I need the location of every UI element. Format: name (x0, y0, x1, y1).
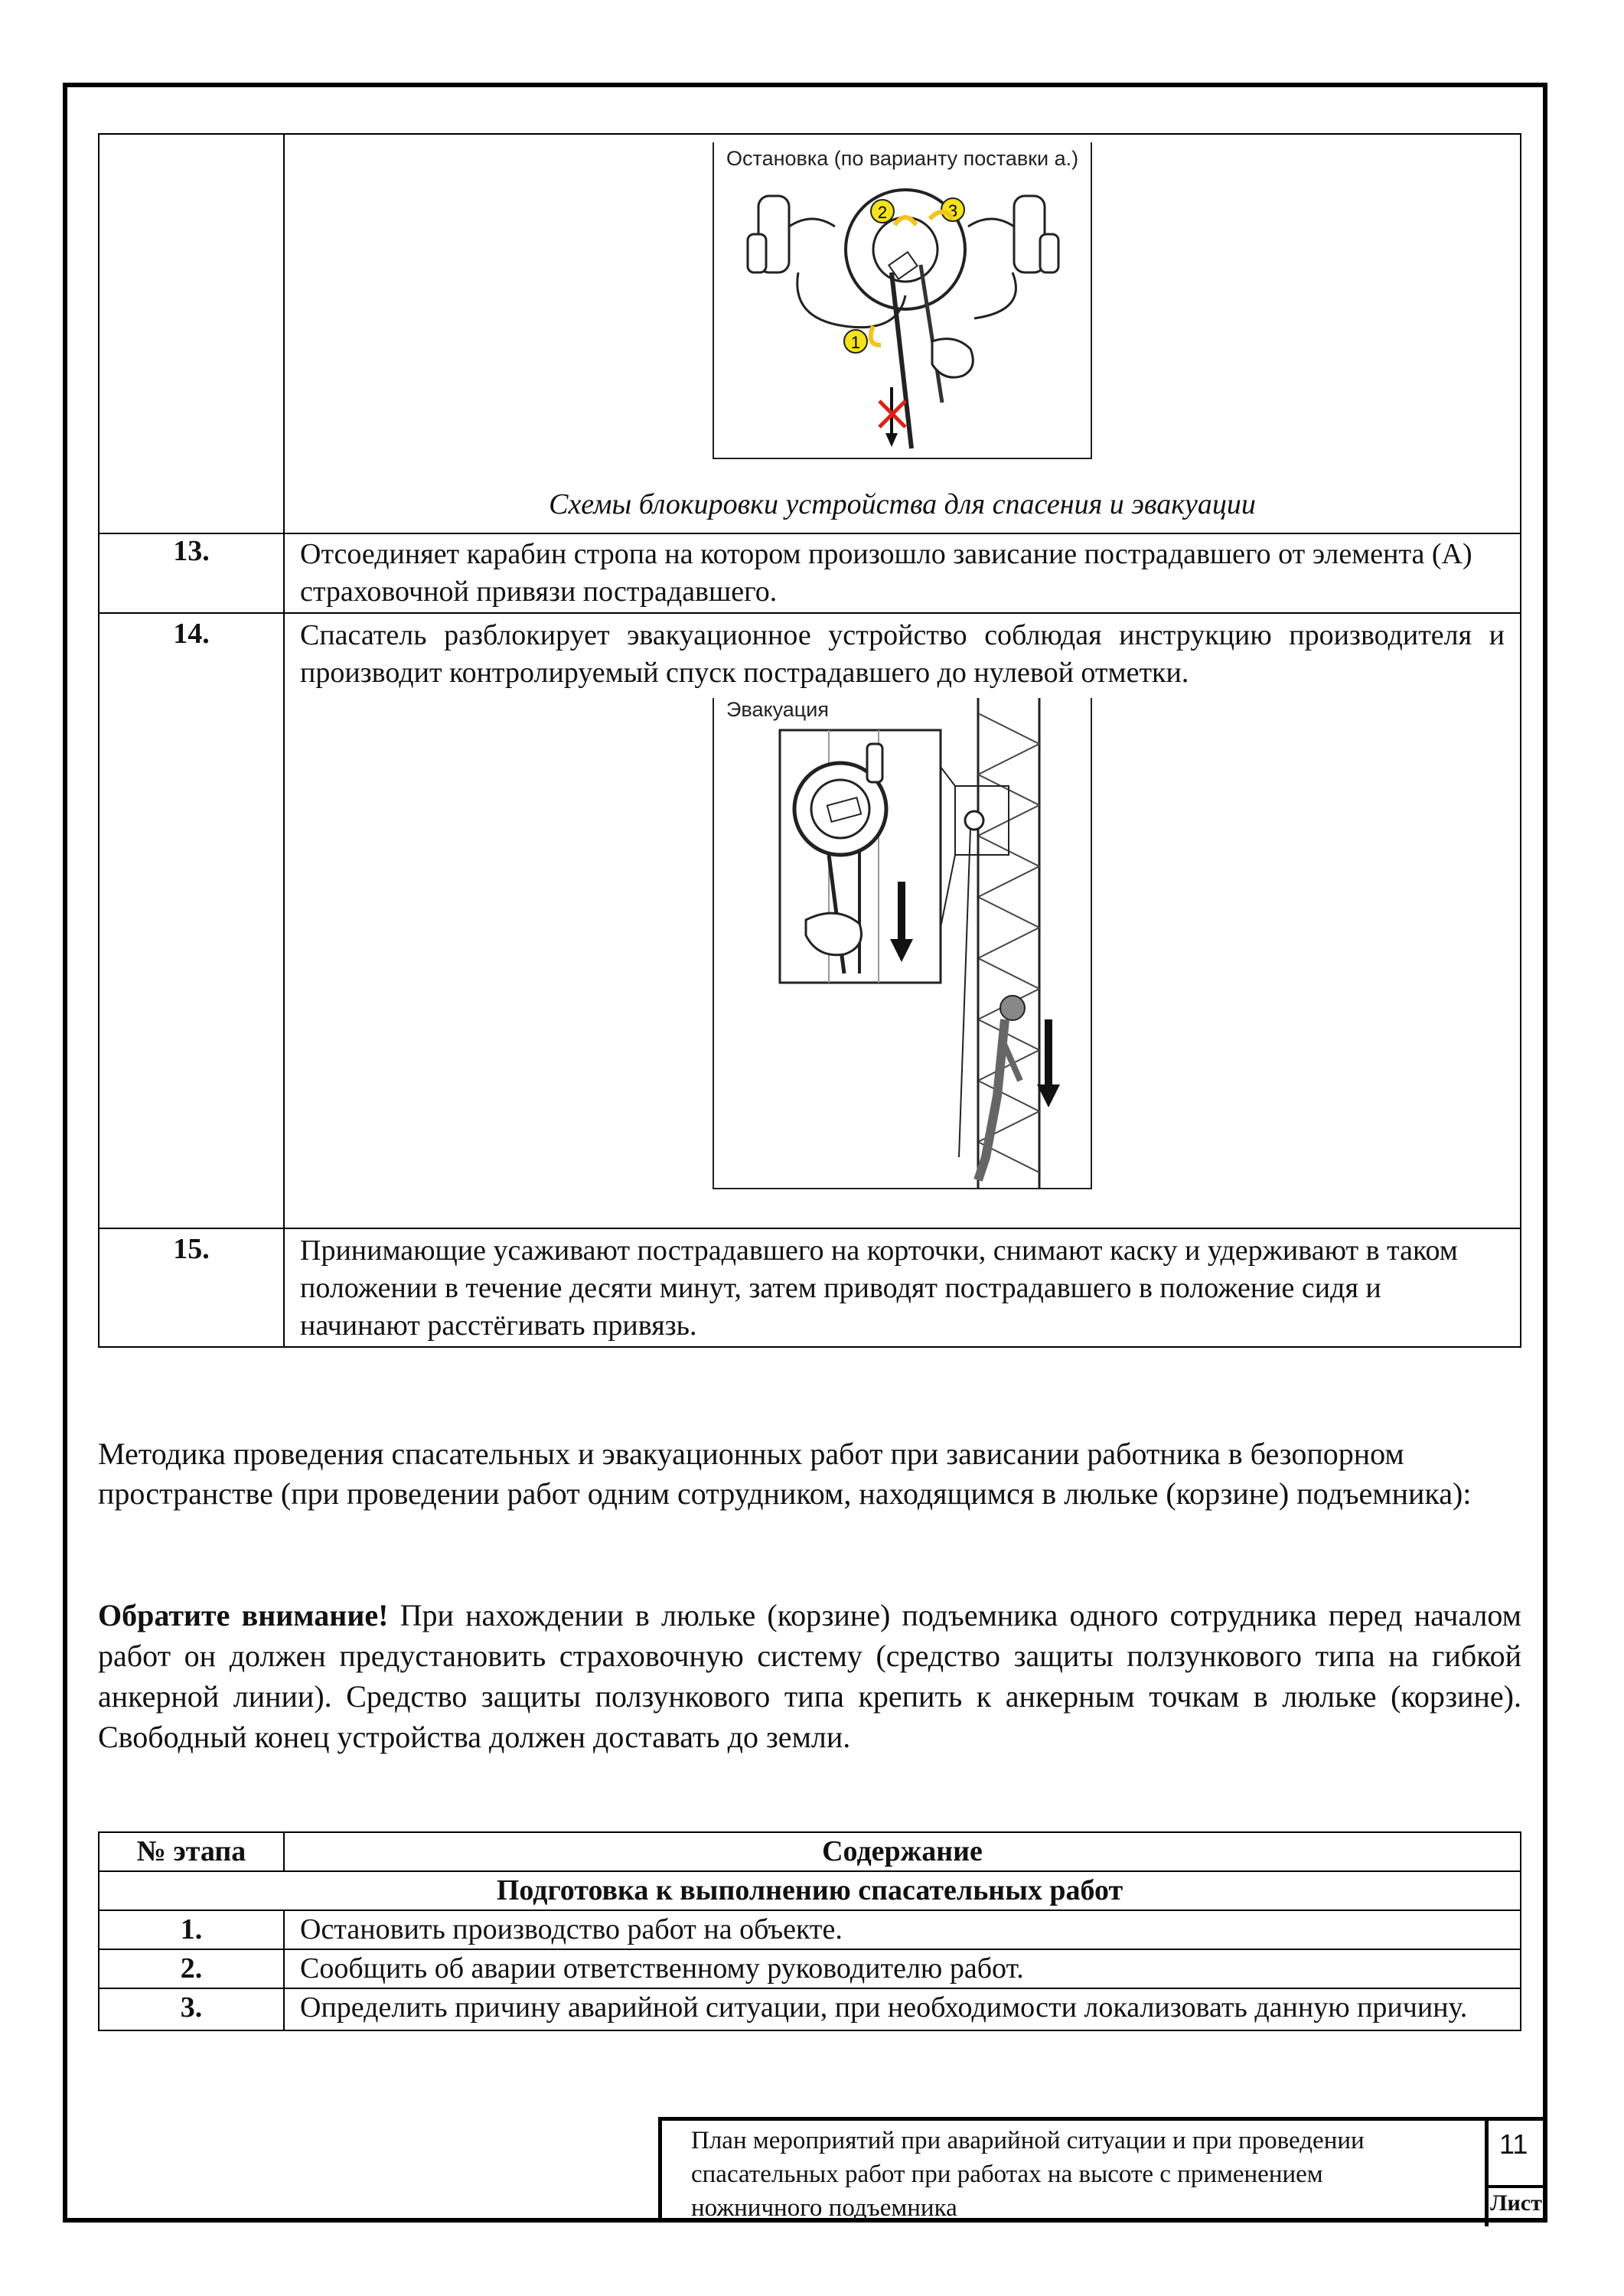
figure-cell (284, 134, 1521, 533)
column-header-step: № этапа (99, 1832, 284, 1871)
procedure-table-continued (98, 133, 1521, 1348)
sheet-number: 11 (1499, 2128, 1528, 2160)
step-text: Определить причину аварийной ситуации, при необходимости локализовать данную причину. (284, 1988, 1521, 2030)
table-row (99, 1988, 1521, 2030)
lock-scheme-figure (713, 142, 1092, 459)
sheet-box (1489, 2121, 1544, 2219)
step-text: Остановить производство работ на объекте. (284, 1910, 1521, 1949)
table-row (99, 1228, 1521, 1347)
step-number: 2. (99, 1949, 284, 1988)
title-block (658, 2117, 1547, 2223)
marker-1: 1 (850, 333, 861, 352)
evacuation-illustration (714, 698, 1091, 1188)
notice-bold: Обратите внимание! (98, 1598, 389, 1632)
step-content-cell (284, 613, 1521, 1228)
step-text: Спасатель разблокирует эвакуационное устройство соблюдая инструкцию производителя и производит контролируемый спуск пострадавшего до нулевой отметки. (300, 619, 1505, 689)
evacuation-figure (713, 698, 1092, 1189)
procedure-table (98, 1831, 1521, 2031)
table-row (99, 1910, 1521, 1949)
table-row (99, 533, 1521, 613)
step-number: 14. (99, 613, 284, 1228)
table-row (99, 134, 1521, 533)
column-header-content: Содержание (284, 1832, 1521, 1871)
step-text: Отсоединяет карабин стропа на котором произошло зависание пострадавшего от элемента (А) страховочной привязи пострадавшего. (284, 533, 1521, 613)
step-text: Принимающие усаживают пострадавшего на корточки, снимают каску и удерживают в таком положении в течение десяти минут, затем приводят пострадавшего в положение сидя и начинают расстёгивать привязь. (284, 1228, 1521, 1347)
intro-paragraph: Методика проведения спасательных и эвакуационных работ при зависании работника в безопорном пространстве (при проведении работ одним сотрудником, находящимся в люльке (корзине) подъемника): (98, 1437, 1472, 1511)
figure-label: Эвакуация (726, 698, 829, 721)
table-row (99, 1949, 1521, 1988)
marker-3: 3 (947, 201, 958, 220)
figure-label: Остановка (по варианту поставки а.) (726, 147, 1079, 170)
sheet-label: Лист (1489, 2185, 1544, 2219)
document-title: План мероприятий при аварийной ситуации и при проведении спасательных работ при работах на высоте с применением ножничного подъемника (691, 2127, 1365, 2222)
rescue-device-stop-illustration (714, 142, 1091, 458)
table-header-row (99, 1832, 1521, 1871)
step-text: Сообщить об аварии ответственному руководителю работ. (284, 1949, 1521, 1988)
marker-2: 2 (877, 203, 888, 222)
notice-text: При нахождении в люльке (корзине) подъемника одного сотрудника перед началом работ он должен предустановить страховочную систему (средство защиты ползункового типа на гибкой анкерной линии). Средство защиты ползункового типа крепить к анкерным точкам в люльке (корзине). Свободный конец устройства должен доставать до земли. (98, 1598, 1521, 1754)
notice-paragraph (98, 1595, 1521, 1757)
step-number: 1. (99, 1910, 284, 1949)
step-number: 13. (99, 533, 284, 613)
step-number: 15. (99, 1228, 284, 1347)
step-number-cell (99, 134, 284, 533)
step-number: 3. (99, 1988, 284, 2030)
figure-caption: Схемы блокировки устройства для спасения и эвакуации (549, 488, 1256, 520)
section-row (99, 1871, 1521, 1910)
section-title: Подготовка к выполнению спасательных работ (99, 1871, 1521, 1910)
table-row (99, 613, 1521, 1228)
